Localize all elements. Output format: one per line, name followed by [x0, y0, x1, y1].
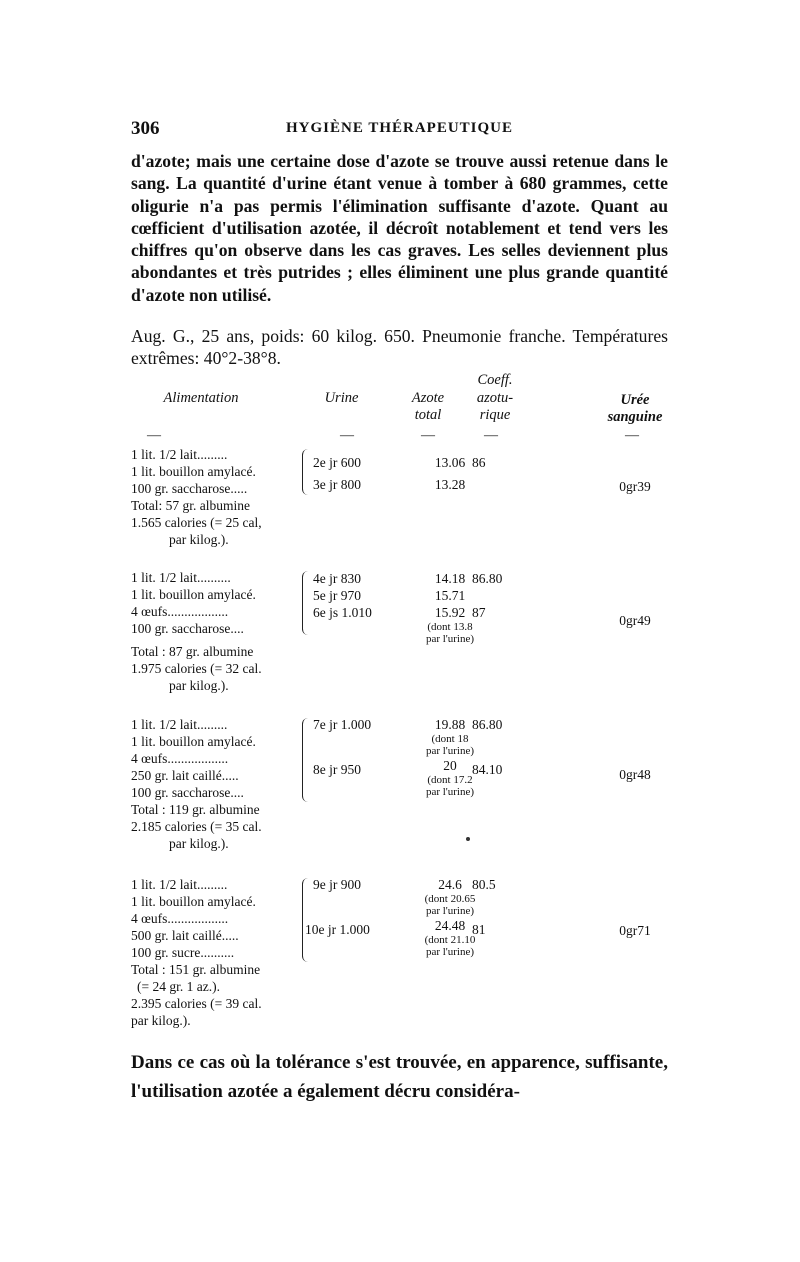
azote-note: par l'urine) — [425, 745, 475, 757]
alim-line: 1 lit. bouillon amylacé. — [131, 464, 256, 479]
header-uree: Urée — [620, 392, 650, 408]
azote-note: par l'urine) — [425, 786, 475, 798]
group-3-uree: 0gr48 — [619, 767, 651, 782]
header-urine: Urine — [324, 390, 359, 406]
group-1-urine — [313, 454, 361, 493]
coeff-value: 86.80 — [472, 717, 503, 732]
running-title: HYGIÈNE THÉRAPEUTIQUE — [286, 120, 514, 136]
group-1-coeff — [472, 454, 486, 471]
azote-value: 15.92 — [434, 605, 466, 620]
alim-line: par kilog.). — [169, 678, 229, 693]
azote-value: 14.18 — [434, 571, 466, 586]
azote-value: 15.71 — [434, 588, 466, 603]
coeff-value: 86 — [472, 455, 486, 470]
alim-line: 1.975 calories (= 32 cal. — [131, 661, 262, 676]
azote-note: par l'urine) — [425, 633, 475, 645]
azote-note: (dont 18 — [431, 733, 469, 745]
azote-value: 24.48 — [434, 918, 466, 933]
coeff-value: 84.10 — [472, 762, 503, 777]
alim-line: 1 lit. bouillon amylacé. — [131, 587, 256, 602]
header-azoturique-2: rique — [479, 407, 511, 423]
page-number: 306 — [131, 118, 160, 139]
header-alimentation: Alimentation — [163, 390, 239, 406]
header-azote: Azote — [411, 390, 445, 406]
coeff-value — [472, 587, 502, 604]
brace — [302, 718, 308, 802]
paragraph-intro-text: d'azote; mais une certaine dose d'azote se trouve aussi retenue dans le sang. La quantité d'urine étant venue à tomber à 680 grammes, cette oligurie n'a pas permis l'élimination suffisante d'azote. Quant au cœfficient d'utilisation azotée, il décroît notablement et tend vers les chiffres qu'on observe dans les cas graves. Les selles deviennent plus abondantes et très putrides ; elles éliminent une plus grande quantité d'azote non utilisé. — [131, 151, 668, 305]
group-4-coeff — [472, 876, 496, 938]
alim-line: Total: 57 gr. albumine — [131, 498, 251, 513]
header-dash: — — [421, 428, 435, 443]
alim-line: 1 lit. 1/2 lait......... — [131, 447, 228, 462]
urine-value: 8e jr 950 — [313, 762, 361, 777]
ink-speck — [466, 837, 470, 841]
coeff-value: 87 — [472, 605, 486, 620]
group-3-alimentation — [131, 716, 306, 852]
paragraph-conclusion — [131, 1048, 668, 1106]
alim-line: Total : 151 gr. albumine — [131, 962, 261, 977]
alim-line: Total : 87 gr. albumine — [131, 644, 254, 659]
alim-line: 4 œufs.................. — [131, 751, 229, 766]
azote-note: (dont 17.2 — [427, 774, 473, 786]
alim-line: 100 gr. saccharose.... — [131, 621, 244, 636]
azote-note: (dont 21.10 — [424, 934, 476, 946]
urine-value: 3e jr 800 — [313, 477, 361, 492]
case-description-text: Aug. G., 25 ans, poids: 60 kilog. 650. Pneumonie franche. Températures extrêmes: 40°2-38°8. — [131, 326, 668, 369]
azote-note: (dont 13.8 — [427, 621, 473, 633]
group-1-uree: 0gr39 — [619, 479, 651, 494]
azote-note: par l'urine) — [425, 946, 475, 958]
group-3-urine — [313, 716, 371, 778]
paragraph-intro — [131, 150, 668, 306]
azote-value: 19.88 — [434, 717, 466, 732]
header-azoturique-1: azotu- — [476, 390, 514, 406]
alim-line: 1.565 calories (= 25 cal, — [131, 515, 262, 530]
urine-value: 9e jr 900 — [313, 877, 361, 892]
header-sanguine: sanguine — [607, 409, 663, 425]
alim-line: 2.185 calories (= 35 cal. — [131, 819, 262, 834]
urine-value: 6e js 1.010 — [313, 605, 372, 620]
alim-line: 1 lit. 1/2 lait.......... — [131, 570, 231, 585]
brace — [302, 449, 308, 495]
header-dash: — — [147, 428, 161, 443]
coeff-value: 81 — [472, 922, 486, 937]
alim-line: par kilog.). — [169, 836, 229, 851]
coeff-value: 86.80 — [472, 571, 503, 586]
alim-line: Total : 119 gr. albumine — [131, 802, 260, 817]
azote-note: par l'urine) — [425, 905, 475, 917]
urine-value: 4e jr 830 — [313, 571, 361, 586]
brace — [302, 571, 308, 635]
alim-line: (= 24 gr. 1 az.). — [137, 979, 220, 994]
alim-line: 1 lit. bouillon amylacé. — [131, 894, 256, 909]
alim-line: 1 lit. bouillon amylacé. — [131, 734, 256, 749]
alim-line: 100 gr. sucre.......... — [131, 945, 235, 960]
header-dash: — — [340, 428, 354, 443]
azote-value: 24.6 — [438, 877, 462, 892]
group-2-coeff — [472, 570, 502, 621]
paragraph-conclusion-text: Dans ce cas où la tolérance s'est trouvée, en apparence, suffisante, l'utilisation azotée a également décru considéra- — [131, 1052, 668, 1102]
case-description — [131, 325, 668, 370]
urine-value: 10e jr 1.000 — [305, 922, 370, 937]
header-total: total — [414, 407, 442, 423]
alim-line: 100 gr. saccharose.... — [131, 785, 244, 800]
azote-value: 13.28 — [434, 477, 466, 492]
brace — [302, 878, 308, 962]
alim-line: par kilog.). — [169, 532, 229, 547]
azote-value: 13.06 — [434, 455, 466, 470]
urine-value: 5e jr 970 — [313, 588, 361, 603]
group-2-uree: 0gr49 — [619, 613, 651, 628]
alim-line: 100 gr. saccharose..... — [131, 481, 248, 496]
urine-value: 2e jr 600 — [313, 455, 361, 470]
urine-value: 7e jr 1.000 — [313, 717, 372, 732]
azote-value: 20 — [443, 758, 457, 773]
alim-line: 4 œufs.................. — [131, 911, 229, 926]
alim-line: 250 gr. lait caillé..... — [131, 768, 239, 783]
coeff-value: 80.5 — [472, 877, 496, 892]
group-2-alimentation — [131, 569, 306, 694]
group-2-urine — [313, 570, 372, 621]
alim-line: par kilog.). — [131, 1013, 191, 1028]
group-4-alimentation — [131, 876, 306, 1029]
alim-line: 1 lit. 1/2 lait......... — [131, 877, 228, 892]
group-1-alimentation — [131, 446, 306, 548]
alim-line: 1 lit. 1/2 lait......... — [131, 717, 228, 732]
azote-note: (dont 20.65 — [424, 893, 476, 905]
page-header — [131, 118, 665, 140]
alim-line: 2.395 calories (= 39 cal. — [131, 996, 262, 1011]
header-coeff: Coeff. — [477, 372, 513, 388]
header-dash: — — [625, 428, 639, 443]
group-3-coeff — [472, 716, 502, 778]
group-4-uree: 0gr71 — [619, 923, 651, 938]
header-dash: — — [484, 428, 498, 443]
group-4-urine — [305, 876, 370, 938]
alim-line: 4 œufs.................. — [131, 604, 229, 619]
alim-line: 500 gr. lait caillé..... — [131, 928, 239, 943]
